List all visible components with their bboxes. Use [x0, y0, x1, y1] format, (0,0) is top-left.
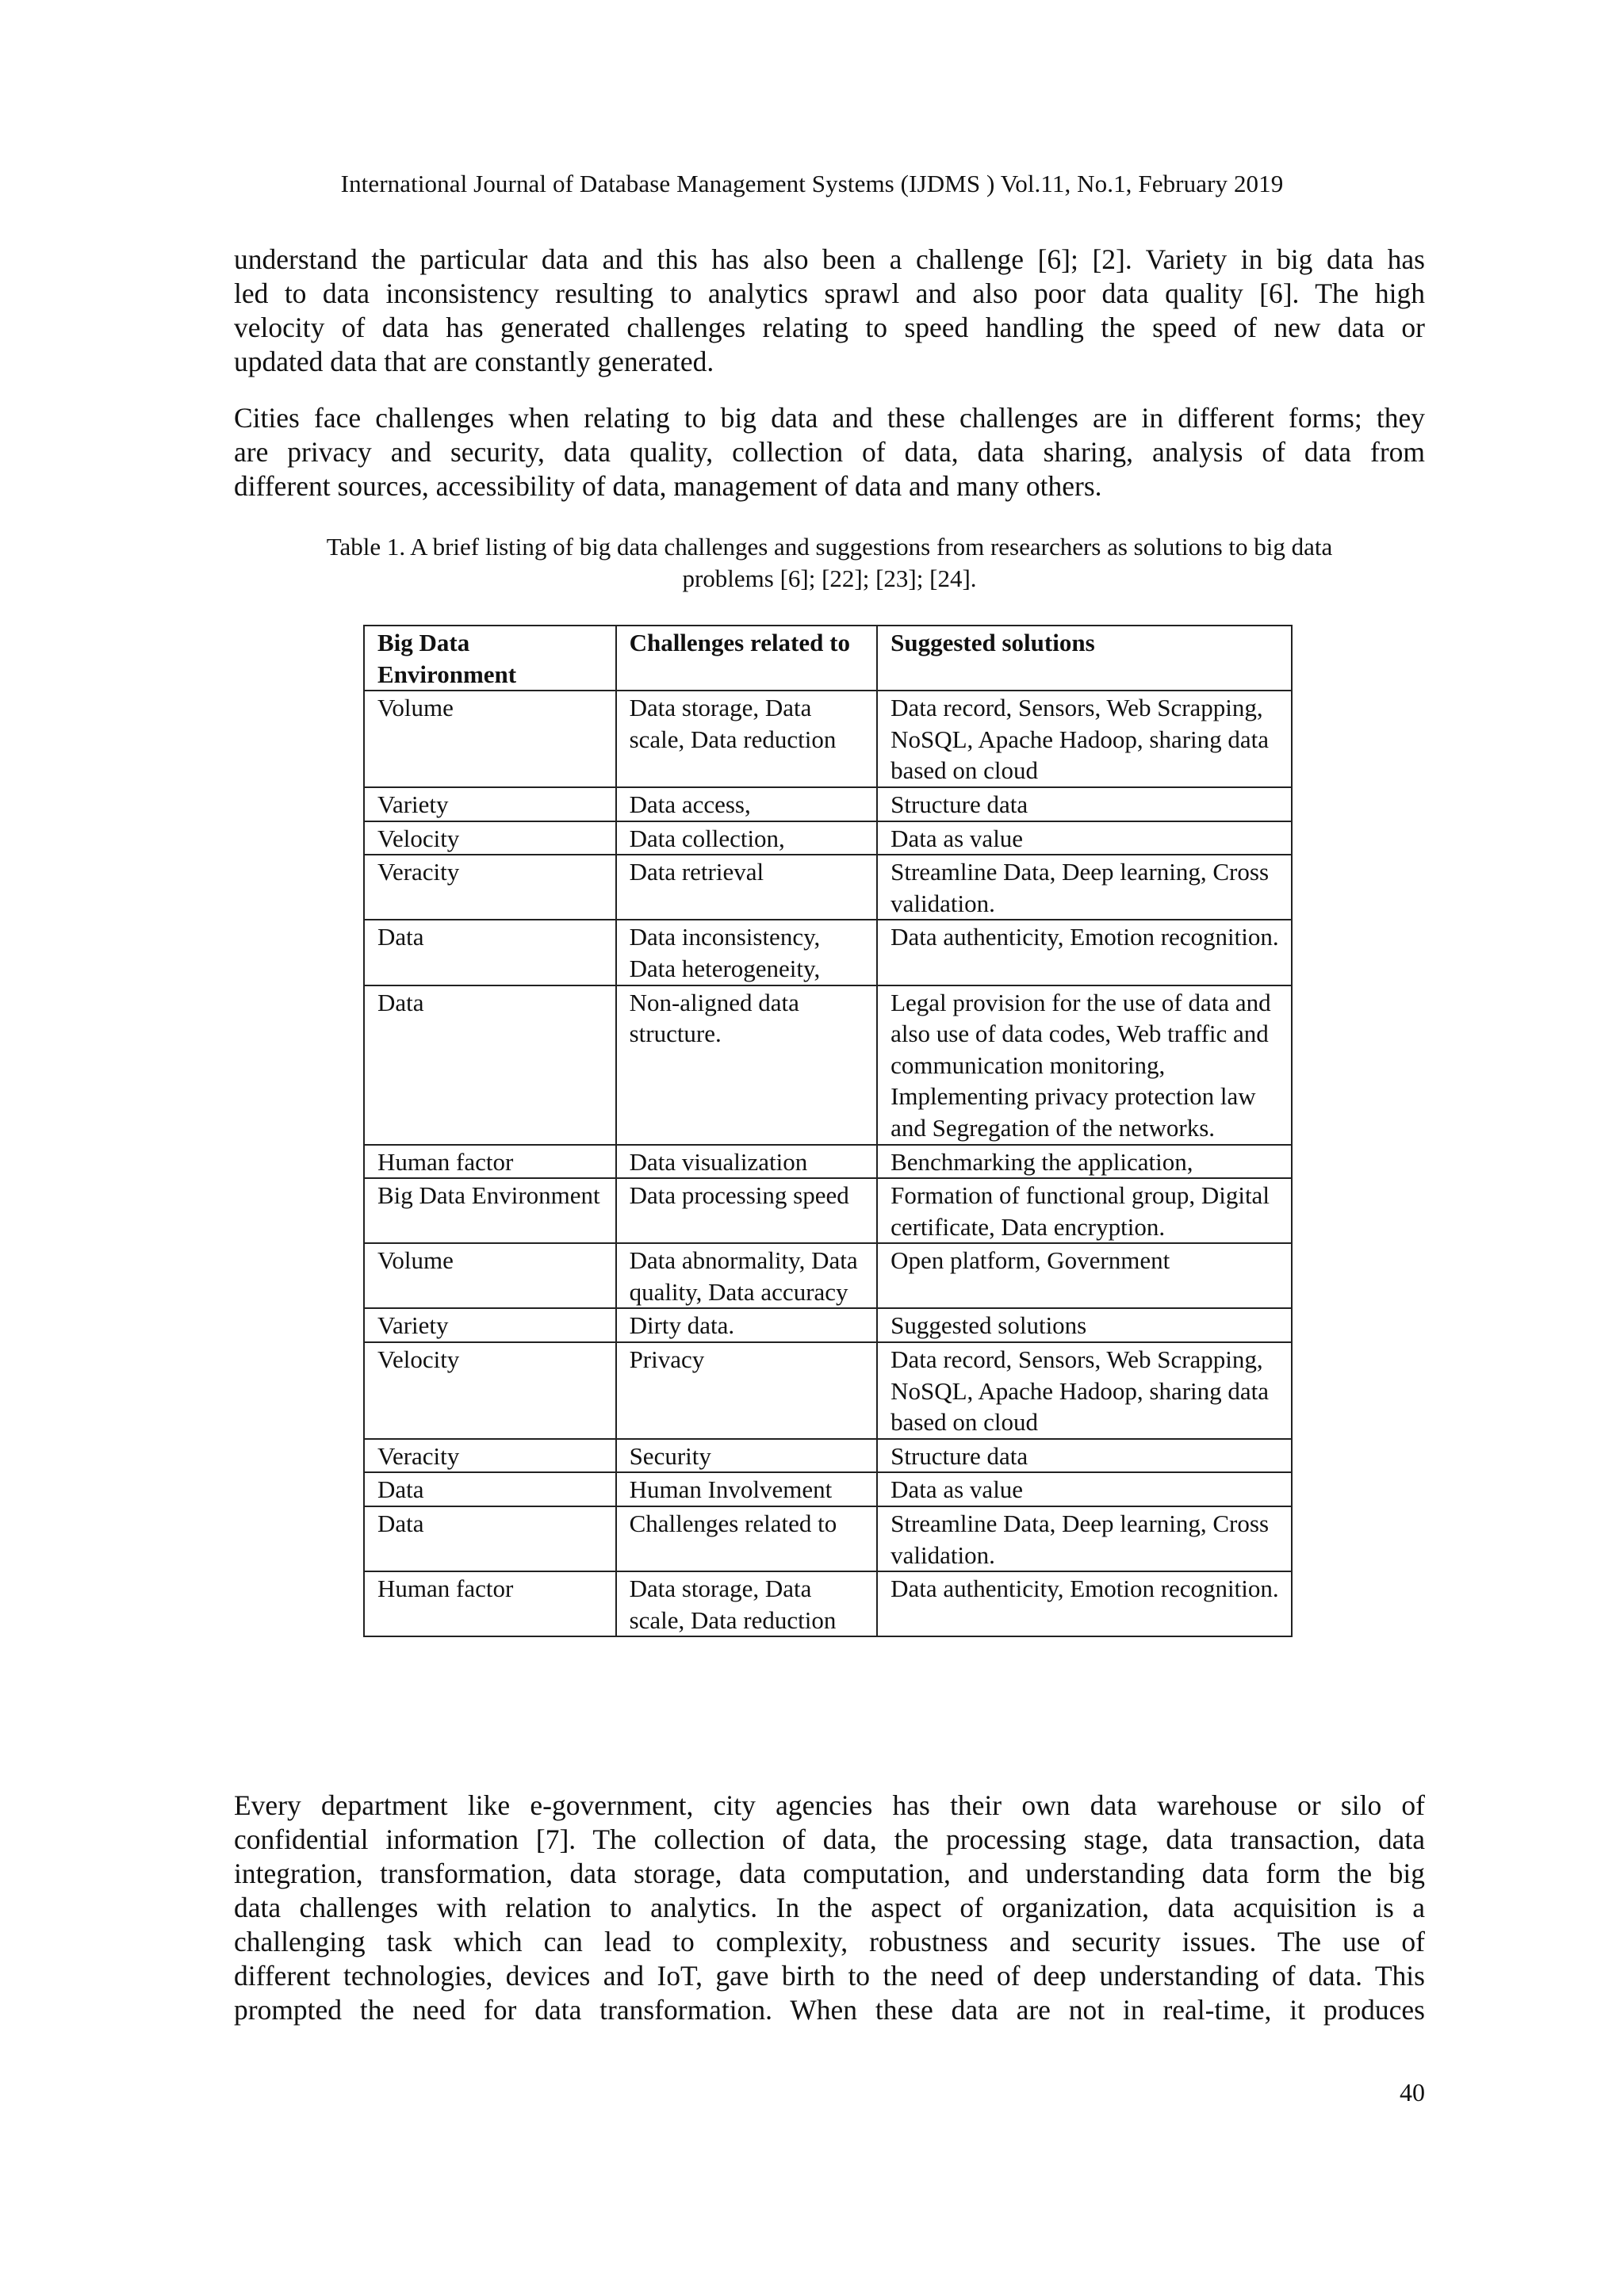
- table-cell: Volume: [364, 691, 616, 787]
- table-cell: Variety: [364, 787, 616, 821]
- header-cell-environment: Big Data Environment: [364, 626, 616, 691]
- table-cell: Legal provision for the use of data and also use of data codes, Web traffic and communication monitoring, Implementing privacy protection law and Segregation of the networks.: [877, 985, 1292, 1145]
- table-cell: Human factor: [364, 1145, 616, 1179]
- table-cell: Data processing speed: [616, 1178, 878, 1243]
- header-cell-challenges: Challenges related to: [616, 626, 878, 691]
- table-cell: Big Data Environment: [364, 1178, 616, 1243]
- table-cell: Streamline Data, Deep learning, Cross validation.: [877, 855, 1292, 920]
- table-cell: Open platform, Government: [877, 1243, 1292, 1308]
- text-line: data challenges with relation to analytics. In the aspect of organization, data acquisition is a: [234, 1892, 1425, 1923]
- table-cell: Data storage, Data scale, Data reduction: [616, 1571, 878, 1636]
- table-cell: Velocity: [364, 1342, 616, 1439]
- text-line: different sources, accessibility of data, management of data and many others.: [234, 470, 1102, 502]
- table-cell: Variety: [364, 1308, 616, 1342]
- body-paragraph-3: [234, 1789, 1425, 2027]
- table-cell: Non-aligned data structure.: [616, 985, 878, 1145]
- text-line: prompted the need for data transformation. When these data are not in real-time, it produces: [234, 1994, 1425, 2026]
- table-cell: Data authenticity, Emotion recognition.: [877, 1571, 1292, 1636]
- table-cell: Dirty data.: [616, 1308, 878, 1342]
- table-cell: Security: [616, 1439, 878, 1473]
- table-row: [364, 821, 1292, 855]
- table-cell: Data: [364, 920, 616, 985]
- text-line: different technologies, devices and IoT, gave birth to the need of deep understanding of data. This: [234, 1960, 1425, 1992]
- table-cell: Data record, Sensors, Web Scrapping, NoSQL, Apache Hadoop, sharing data based on cloud: [877, 1342, 1292, 1439]
- header-cell-solutions: Suggested solutions: [877, 626, 1292, 691]
- body-paragraph-2: [234, 401, 1425, 503]
- table-row: [364, 1472, 1292, 1506]
- table-cell: Privacy: [616, 1342, 878, 1439]
- caption-line: problems [6]; [22]; [23]; [24].: [682, 564, 977, 592]
- text-line: challenging task which can lead to complexity, robustness and security issues. The use of: [234, 1926, 1425, 1957]
- table-cell: Velocity: [364, 821, 616, 855]
- table-cell: Data: [364, 1472, 616, 1506]
- table-row: [364, 691, 1292, 787]
- running-header: International Journal of Database Management Systems (IJDMS ) Vol.11, No.1, February 2019: [340, 170, 1284, 197]
- text-line: confidential information [7]. The collection of data, the processing stage, data transaction, data: [234, 1823, 1425, 1855]
- page-number: 40: [1400, 2078, 1425, 2107]
- table-row: [364, 1342, 1292, 1439]
- text-line: led to data inconsistency resulting to analytics sprawl and also poor data quality [6]. The high: [234, 277, 1425, 309]
- table-row: [364, 1571, 1292, 1636]
- table-cell: Data access,: [616, 787, 878, 821]
- table-cell: Data as value: [877, 821, 1292, 855]
- table-cell: Data visualization: [616, 1145, 878, 1179]
- table-row: [364, 1243, 1292, 1308]
- text-line: velocity of data has generated challenges relating to speed handling the speed of new data or: [234, 312, 1425, 343]
- table-row: [364, 1506, 1292, 1571]
- table-cell: Data: [364, 1506, 616, 1571]
- table-row: [364, 920, 1292, 985]
- table-cell: Data authenticity, Emotion recognition.: [877, 920, 1292, 985]
- table-cell: Benchmarking the application,: [877, 1145, 1292, 1179]
- table-row: [364, 855, 1292, 920]
- table-row: [364, 787, 1292, 821]
- body-paragraph-1: [234, 243, 1425, 379]
- table-row: [364, 1308, 1292, 1342]
- table-cell: Data: [364, 985, 616, 1145]
- text-line: Cities face challenges when relating to big data and these challenges are in different forms; they: [234, 402, 1425, 434]
- table-row: [364, 1439, 1292, 1473]
- text-line: integration, transformation, data storage, data computation, and understanding data form the big: [234, 1858, 1425, 1889]
- table-row: [364, 1145, 1292, 1179]
- table-cell: Data collection,: [616, 821, 878, 855]
- table-cell: Data inconsistency, Data heterogeneity,: [616, 920, 878, 985]
- caption-line: Table 1. A brief listing of big data challenges and suggestions from researchers as solutions to big data: [326, 533, 1333, 561]
- table-cell: Data record, Sensors, Web Scrapping, NoSQL, Apache Hadoop, sharing data based on cloud: [877, 691, 1292, 787]
- table-cell: Volume: [364, 1243, 616, 1308]
- table-cell: Veracity: [364, 1439, 616, 1473]
- challenges-table: [363, 625, 1293, 1637]
- text-line: updated data that are constantly generated.: [234, 346, 714, 377]
- table-cell: Veracity: [364, 855, 616, 920]
- table-cell: Structure data: [877, 787, 1292, 821]
- table-cell: Data abnormality, Data quality, Data accuracy: [616, 1243, 878, 1308]
- table-row: [364, 985, 1292, 1145]
- table-cell: Data as value: [877, 1472, 1292, 1506]
- table-cell: Suggested solutions: [877, 1308, 1292, 1342]
- table-header-row: [364, 626, 1292, 691]
- table-row: [364, 1178, 1292, 1243]
- table-cell: Data retrieval: [616, 855, 878, 920]
- table-cell: Challenges related to: [616, 1506, 878, 1571]
- table-caption: [238, 531, 1421, 595]
- table-cell: Streamline Data, Deep learning, Cross validation.: [877, 1506, 1292, 1571]
- text-line: understand the particular data and this has also been a challenge [6]; [2]. Variety in big data has: [234, 243, 1425, 275]
- text-line: Every department like e-government, city agencies has their own data warehouse or silo of: [234, 1789, 1425, 1821]
- table-cell: Human factor: [364, 1571, 616, 1636]
- table-cell: Structure data: [877, 1439, 1292, 1473]
- text-line: are privacy and security, data quality, collection of data, data sharing, analysis of data from: [234, 436, 1425, 468]
- table-cell: Human Involvement: [616, 1472, 878, 1506]
- table-cell: Data storage, Data scale, Data reduction: [616, 691, 878, 787]
- table-cell: Formation of functional group, Digital certificate, Data encryption.: [877, 1178, 1292, 1243]
